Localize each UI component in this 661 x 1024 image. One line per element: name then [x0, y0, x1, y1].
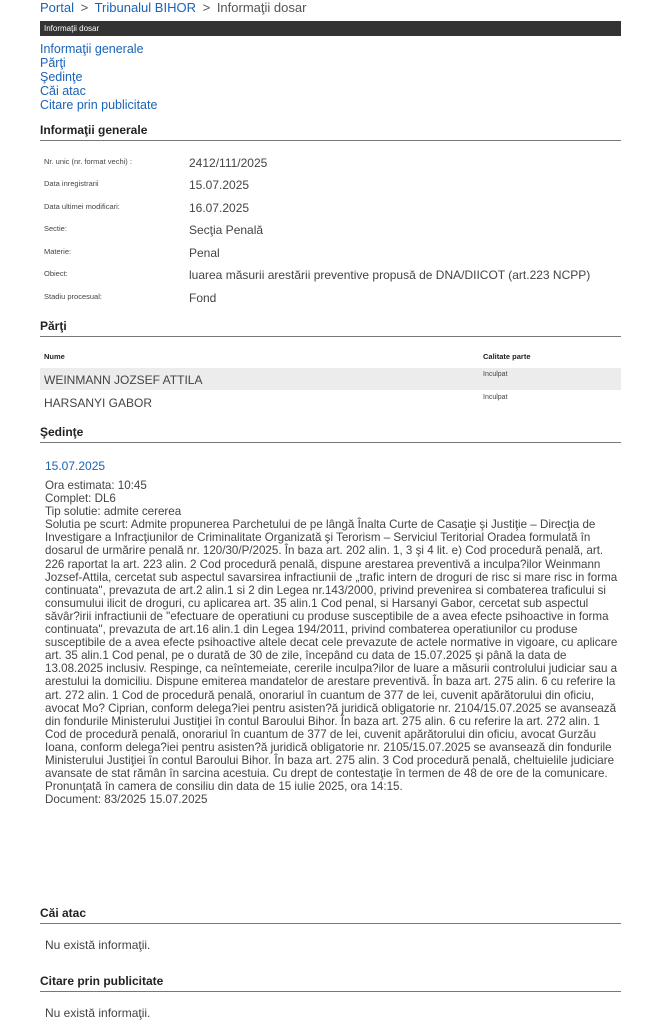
sedinta-details — [45, 479, 620, 806]
party-role: Inculpat — [483, 371, 508, 378]
info-value: 15.07.2025 — [189, 178, 250, 192]
info-label: Obiect: — [44, 269, 68, 278]
info-label: Materie: — [44, 247, 72, 256]
info-row-sectie — [40, 223, 621, 245]
info-label: Nr. unic (nr. format vechi) : — [44, 157, 132, 166]
info-row-stadiu — [40, 291, 621, 313]
info-value: luarea măsurii arestării preventive propusă de DNA/DIICOT (art.223 NCPP) — [189, 268, 591, 282]
column-header-nume: Nume — [44, 352, 65, 361]
info-row-data-modificari — [40, 201, 621, 223]
toc-link-citare[interactable]: Citare prin publicitate — [40, 98, 158, 112]
sedinta-solutie-pe-scurt: Solutia pe scurt: Admite propunerea Parchetului de pe lângă Înalta Curte de Casaţie şi Justiţie – Direcţia de Investigare a Infracţiunilor de Criminalitate Organizată şi Terorism – Serviciul Teritorial Oradea formulată în dosarul de urmărire penală nr. 120/30/P/2025. În baza art. 202 alin. 1, 3 şi 4 lit. e) Cod procedură penală, art. 226 raportat la art. 223 alin. 2 Cod procedură penală, dispune arestarea preventivă a inculpa?ilor Weinmann Jozsef-Attila, cercetat sub aspectul savarsirea infractiunii de „trafic intern de droguri de risc si mare risc in forma continuata", prevazuta de art.2 alin.1 si 2 din Legea nr.143/2000, privind prevenirea si combaterea traficului si consumului ilicit de droguri, cu aplicarea art. 35 alin.1 Cod penal, si Harsanyi Gabor, cercetat sub aspectul săvâr?irii infractiunii de "efectuare de operatiuni cu produse susceptibile de a avea efecte psihoactive in forma continuata", prevazuta de art.16 alin.1 din Legea 194/2011, privind combaterea operatiunilor cu produse susceptibile de a avea efecte psihoactive altele decat cele prevazute de actele normative in vigoare, cu aplicare art. 35 alin.1 Cod penal, pe o durată de 30 de zile, începând cu data de 15.07.2025 şi până la data de 13.08.2025 inclusiv. Respinge, ca neîntemeiate, cererile inculpa?ilor de luare a măsurii controlului judiciar sau a arestului la domiciliu. Dispune emiterea mandatelor de arestare preventivă. În baza art. 275 alin. 6 cu referire la art. 272 alin. 1 Cod de procedură penală, onorariul în cuantum de 377 de lei, cuvenit apărătorului din oficiu, avocat Mo? Ciprian, conform delega?iei pentru asisten?ă juridică obligatorie nr. 2104/15.07.2025 se avansează din fondurile Ministerului Justiţiei în contul Baroului Bihor. În baza art. 275 alin. 6 cu referire la art. 272 alin. 1 Cod de procedură penală, onorariul în cuantum de 377 de lei, cuvenit apărătorului din oficiu, avocat Gurzău Ioana, conform delega?iei pentru asisten?ă juridică obligatorie nr. 2105/15.07.2025 se avansează din fondurile Ministerului Justiţiei în contul Baroului Bihor. În baza art. 275 alin. 3 Cod procedură penală, cheltuielile judiciare avansate de stat rămân în sarcina acestuia. Cu drept de contestaţie în termen de 48 de ore de la comunicare. Pronunţată în camera de consiliu din data de 15 iulie 2025, ora 14:15. — [45, 518, 618, 794]
column-header-calitate: Calitate parte — [483, 352, 531, 361]
sedinta-ora: Ora estimata: 10:45 — [45, 479, 147, 492]
sedinta-tip-solutie: Tip solutie: admite cererea — [45, 505, 182, 519]
table-row — [40, 391, 621, 413]
breadcrumb-separator: > — [80, 0, 89, 15]
info-value: Secţia Penală — [189, 223, 264, 237]
section-title-sedinte: Şedinţe — [40, 425, 621, 443]
breadcrumb-separator: > — [202, 0, 211, 15]
sedinta-document: Document: 83/2025 15.07.2025 — [45, 793, 208, 807]
toc-link-sedinte[interactable]: Şedinţe — [40, 70, 83, 84]
party-name: HARSANYI GABOR — [44, 396, 153, 410]
section-title-parti: Părţi — [40, 319, 621, 337]
section-title-general: Informaţii generale — [40, 123, 621, 141]
info-label: Sectie: — [44, 224, 67, 233]
table-row — [40, 368, 621, 390]
info-value: Fond — [189, 291, 217, 305]
section-header-bar: Informaţii dosar — [40, 21, 621, 36]
party-role: Inculpat — [483, 394, 508, 401]
breadcrumb-tribunal-link[interactable]: Tribunalul BIHOR — [94, 0, 196, 15]
sedinta-date: 15.07.2025 — [45, 459, 106, 473]
breadcrumb-current: Informaţii dosar — [216, 0, 307, 15]
toc-link-parti[interactable]: Părţi — [40, 56, 66, 70]
section-title-citare: Citare prin publicitate — [40, 974, 621, 992]
info-row-materie — [40, 246, 621, 268]
cai-atac-empty-message: Nu există informaţii. — [45, 938, 151, 952]
info-label: Data ultimei modificari: — [44, 202, 120, 211]
party-name: WEINMANN JOZSEF ATTILA — [44, 373, 203, 387]
info-row-data-inregistrarii — [40, 178, 621, 200]
info-label: Data inregistrarii — [44, 179, 99, 188]
section-title-cai-atac: Căi atac — [40, 906, 621, 924]
parti-table-header — [40, 352, 621, 364]
info-row-obiect — [40, 268, 621, 290]
info-value: 2412/111/2025 — [189, 156, 268, 170]
breadcrumb-portal-link[interactable]: Portal — [40, 0, 74, 15]
table-of-contents — [40, 42, 157, 112]
info-value: 16.07.2025 — [189, 201, 250, 215]
info-label: Stadiu procesual: — [44, 292, 102, 301]
citare-empty-message: Nu există informaţii. — [45, 1006, 151, 1020]
toc-link-informatii-generale[interactable]: Informaţii generale — [40, 42, 144, 56]
breadcrumb — [40, 0, 306, 16]
sedinta-complet: Complet: DL6 — [45, 492, 116, 506]
info-value: Penal — [189, 246, 220, 260]
info-row-nr-unic — [40, 156, 621, 178]
toc-link-cai-atac[interactable]: Căi atac — [40, 84, 86, 98]
